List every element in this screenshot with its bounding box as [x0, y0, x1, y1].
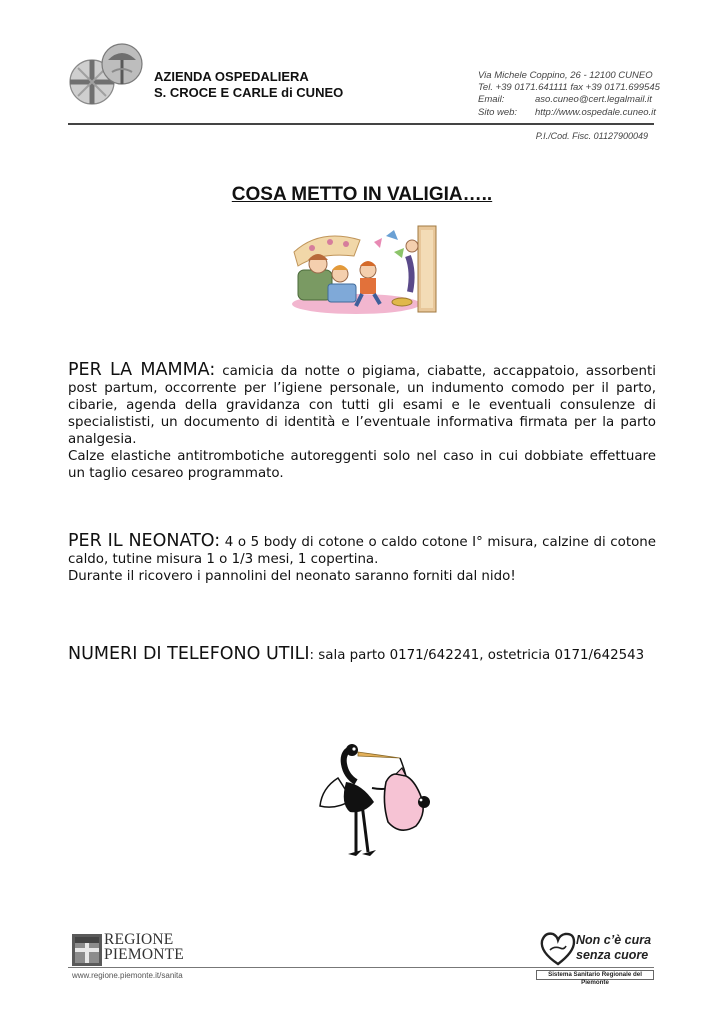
section-numeri-heading: NUMERI DI TELEFONO UTILI	[68, 644, 310, 664]
section-neonato-paragraph	[68, 533, 656, 568]
web-value[interactable]: http://www.ospedale.cuneo.it	[535, 106, 656, 118]
slogan	[576, 933, 651, 963]
regione-piemonte-logo	[72, 932, 182, 972]
email-label: Email:	[478, 94, 505, 106]
section-mamma-heading: PER LA MAMMA:	[68, 360, 216, 380]
org-line-2: S. CROCE E CARLE di CUNEO	[154, 85, 344, 100]
header-divider	[68, 123, 654, 125]
section-mamma-paragraph	[68, 362, 656, 448]
org-name	[154, 69, 343, 101]
page-title: COSA METTO IN VALIGIA…..	[231, 184, 493, 205]
hospital-logo	[68, 42, 150, 112]
regione-line-2: PIEMONTE	[104, 946, 184, 963]
regione-url[interactable]: www.regione.piemonte.it/sanita	[72, 971, 183, 980]
slogan-line-2: senza cuore	[576, 948, 649, 962]
section-mamma-text: camicia da notte o pigiama, ciabatte, accappatoio, assorbenti post partum, occorrente per l’igiene personale, un indumento comodo per il parto, cibarie, agenda della gravidanza con tutti gli esami e le eventuali consulenze di specialististi, un documento di identità e l’eventuale informativa firmata per la parto analgesia.	[68, 364, 656, 447]
org-line-1: AZIENDA OSPEDALIERA	[154, 69, 309, 84]
section-mamma-text-2: Calze elastiche antitrombotiche autoreggenti solo nel caso in cui dobbiate effettuare un taglio cesareo programmato.	[68, 449, 656, 481]
stork-illustration	[316, 742, 442, 866]
phone-fax: Tel. +39 0171.641111 fax +39 0171.699545	[478, 82, 660, 94]
section-numeri-text: : sala parto 0171/642241, ostetricia 0171/642543	[309, 648, 645, 663]
email-row	[478, 94, 660, 106]
section-neonato	[68, 533, 656, 585]
ssr-caption: Sistema Sanitario Regionale del Piemonte	[536, 970, 654, 980]
email-value[interactable]: aso.cuneo@cert.legalmail.it	[535, 94, 652, 106]
section-neonato-text: 4 o 5 body di cotone o caldo cotone I° misura, calzine di cotone caldo, tutine misura 1 o 1/3 mesi, 1 copertina.	[68, 535, 657, 567]
heart-hand-icon	[538, 930, 578, 968]
packing-family-illustration	[290, 222, 442, 320]
section-mamma	[68, 362, 656, 482]
contact-block	[478, 70, 660, 119]
section-numeri-paragraph	[68, 646, 656, 664]
regione-emblem-icon	[72, 934, 102, 966]
regione-name	[104, 932, 184, 962]
slogan-line-1: Non c’è cura	[576, 933, 652, 947]
regione-line-1: REGIONE	[104, 931, 174, 948]
vat-number: P.I./Cod. Fisc. 01127900049	[535, 131, 648, 141]
section-neonato-heading: PER IL NEONATO:	[68, 531, 221, 551]
section-numeri	[68, 646, 656, 664]
section-neonato-text-2: Durante il ricovero i pannolini del neonato saranno forniti dal nido!	[68, 569, 516, 584]
web-row	[478, 107, 660, 119]
address: Via Michele Coppino, 26 - 12100 CUNEO	[478, 70, 653, 81]
web-label: Sito web:	[478, 106, 518, 118]
